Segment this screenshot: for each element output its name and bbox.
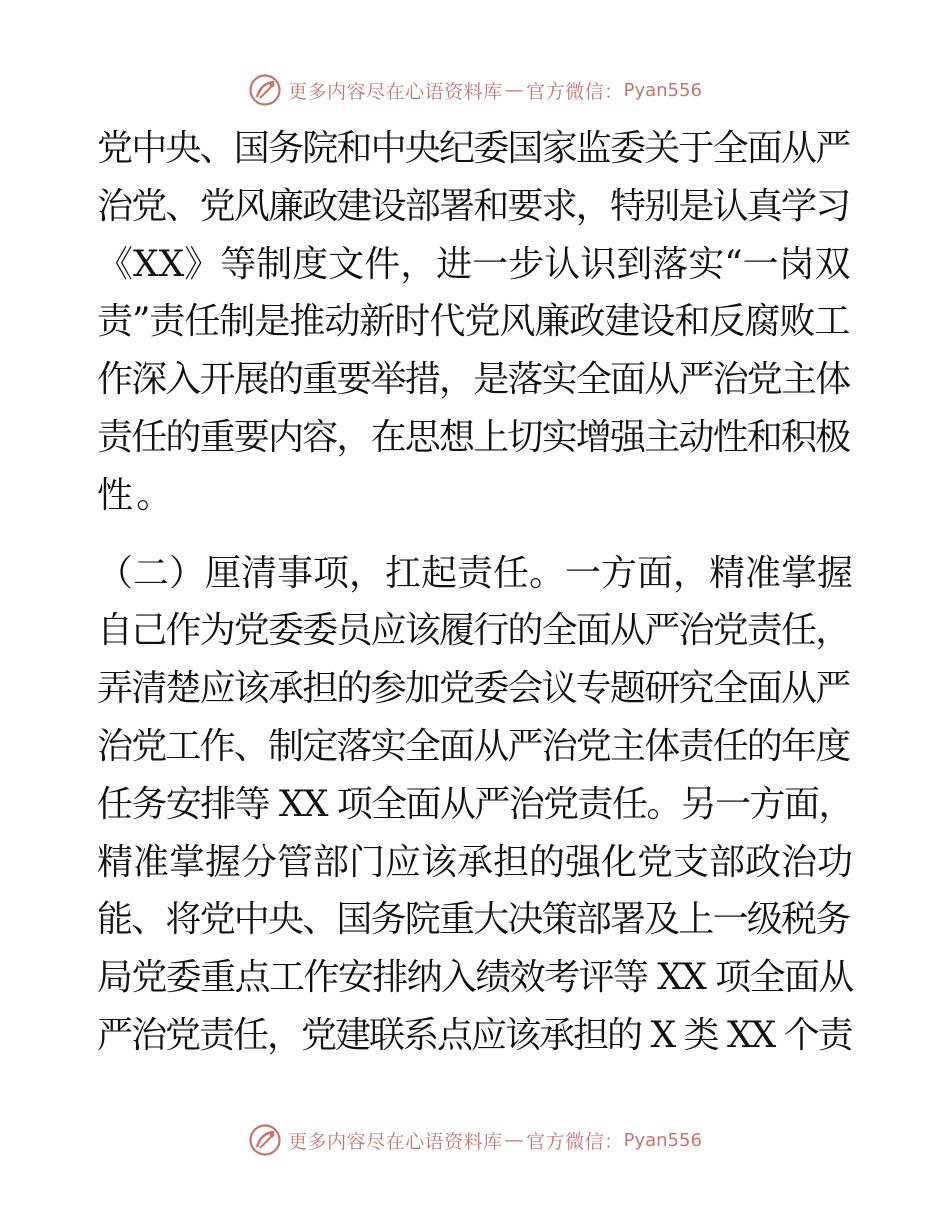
watermark-header — [0, 70, 950, 110]
watermark-contact-label: 官方微信： — [526, 80, 624, 103]
text-line: 严治党责任，党建联系点应该承担的 X 类 XX 个责 — [97, 1014, 852, 1056]
text-line: 弄清楚应该承担的参加党委会议专题研究全面从严 — [97, 668, 850, 710]
text-line: 自己作为党委委员应该履行的全面从严治党责任， — [97, 610, 850, 652]
text-line: 《XX》等制度文件，进一步认识到落实“一岗双 — [97, 243, 851, 285]
watermark-separator: — — [504, 79, 525, 101]
text-line: 任务安排等 XX 项全面从严治党责任。另一方面， — [97, 783, 853, 825]
text-line: 精准掌握分管部门应该承担的强化党支部政治功 — [97, 841, 854, 883]
paragraph-1 — [97, 120, 853, 525]
watermark-contact-id: Pyan556 — [623, 79, 702, 101]
text-line: 作深入开展的重要举措，是落实全面从严治党主体 — [97, 359, 850, 401]
seal-logo-icon — [248, 1123, 282, 1157]
watermark-site-text: 更多内容尽在心语资料库 — [288, 1130, 503, 1153]
watermark-contact-label: 官方微信： — [526, 1130, 624, 1153]
watermark-contact-id: Pyan556 — [623, 1129, 702, 1151]
seal-logo-icon — [248, 73, 282, 107]
document-body — [97, 120, 853, 1065]
watermark-footer — [0, 1120, 950, 1160]
paragraph-2 — [97, 545, 853, 1065]
text-line: 治党工作、制定落实全面从严治党主体责任的年度 — [97, 725, 850, 767]
text-line: （二）厘清事项，扛起责任。一方面，精准掌握 — [97, 552, 854, 594]
text-line: 能、将党中央、国务院重大决策部署及上一级税务 — [97, 899, 850, 941]
text-line: 责任的重要内容，在思想上切实增强主动性和积极 — [97, 416, 850, 458]
text-line: 党中央、国务院和中央纪委国家监委关于全面从严 — [97, 128, 850, 169]
text-line: 性。 — [97, 474, 176, 516]
watermark-site-text: 更多内容尽在心语资料库 — [288, 80, 503, 103]
watermark-separator: — — [504, 1129, 525, 1151]
text-line: 局党委重点工作安排纳入绩效考评等 XX 项全面从 — [97, 957, 853, 999]
text-line: 治党、党风廉政建设部署和要求，特别是认真学习 — [97, 185, 850, 227]
text-line: 责”责任制是推动新时代党风廉政建设和反腐败工 — [97, 301, 850, 343]
